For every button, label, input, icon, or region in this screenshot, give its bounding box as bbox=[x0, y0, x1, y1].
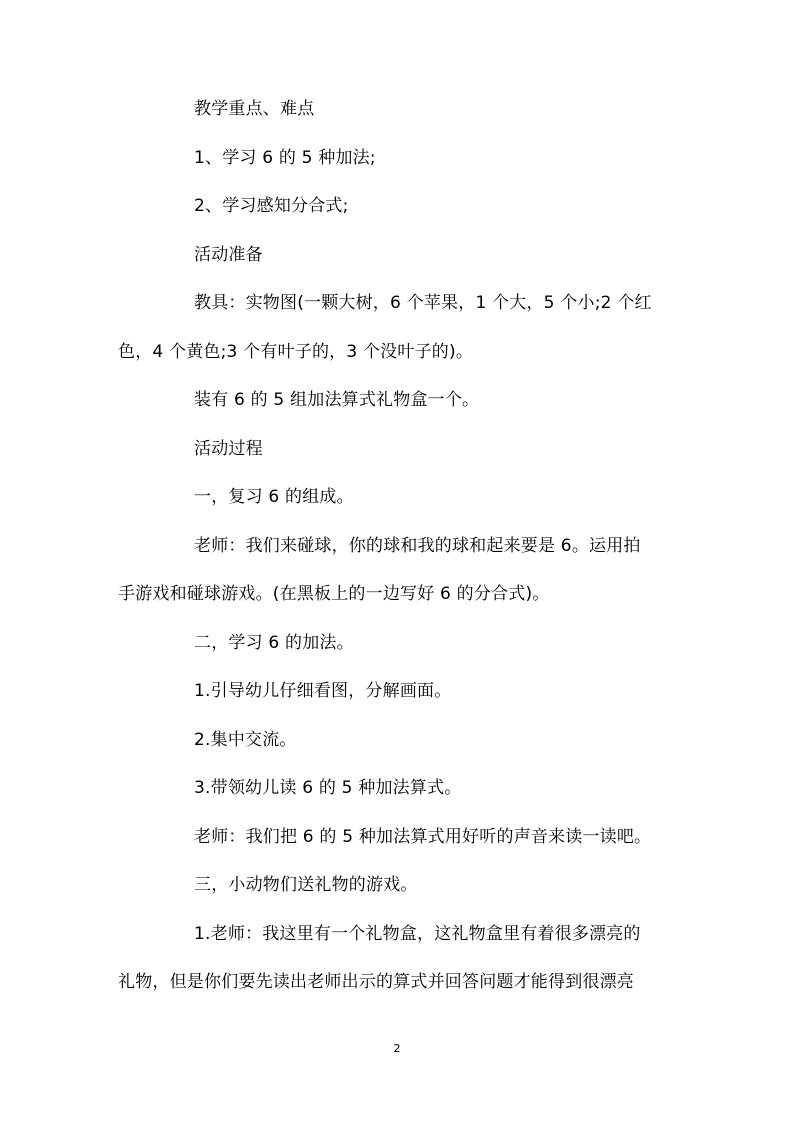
heading-teaching-focus: 教学重点、难点 bbox=[194, 99, 315, 119]
paragraph-line: 装有 6 的 5 组加法算式礼物盒一个。 bbox=[194, 390, 480, 410]
paragraph-line: 老师：我们来碰球，你的球和我的球和起来要是 6。运用拍 bbox=[194, 536, 641, 556]
paragraph-line: 2、学习感知分合式; bbox=[194, 196, 349, 216]
paragraph-line: 色，4 个黄色;3 个有叶子的，3 个没叶子的)。 bbox=[118, 342, 474, 362]
paragraph-line: 礼物，但是你们要先读出老师出示的算式并回答问题才能得到很漂亮 bbox=[118, 972, 634, 992]
paragraph-line: 一，复习 6 的组成。 bbox=[194, 487, 354, 507]
paragraph-line: 1.老师：我这里有一个礼物盒，这礼物盒里有着很多漂亮的 bbox=[194, 924, 641, 944]
page-number: 2 bbox=[393, 1042, 401, 1055]
paragraph-line: 2.集中交流。 bbox=[194, 730, 297, 750]
paragraph-line: 1.引导幼儿仔细看图，分解画面。 bbox=[194, 681, 452, 701]
paragraph-line: 1、学习 6 的 5 种加法; bbox=[194, 148, 376, 168]
heading-activity-preparation: 活动准备 bbox=[194, 245, 263, 265]
paragraph-line: 二，学习 6 的加法。 bbox=[194, 633, 354, 653]
paragraph-line: 教具：实物图(一颗大树，6 个苹果，1 个大，5 个小;2 个红 bbox=[194, 293, 652, 313]
paragraph-line: 3.带领幼儿读 6 的 5 种加法算式。 bbox=[194, 778, 462, 798]
paragraph-line: 手游戏和碰球游戏。(在黑板上的一边写好 6 的分合式)。 bbox=[118, 584, 550, 604]
paragraph-line: 老师：我们把 6 的 5 种加法算式用好听的声音来读一读吧。 bbox=[194, 827, 652, 847]
paragraph-line: 三，小动物们送礼物的游戏。 bbox=[194, 875, 418, 895]
heading-activity-process: 活动过程 bbox=[194, 439, 263, 459]
